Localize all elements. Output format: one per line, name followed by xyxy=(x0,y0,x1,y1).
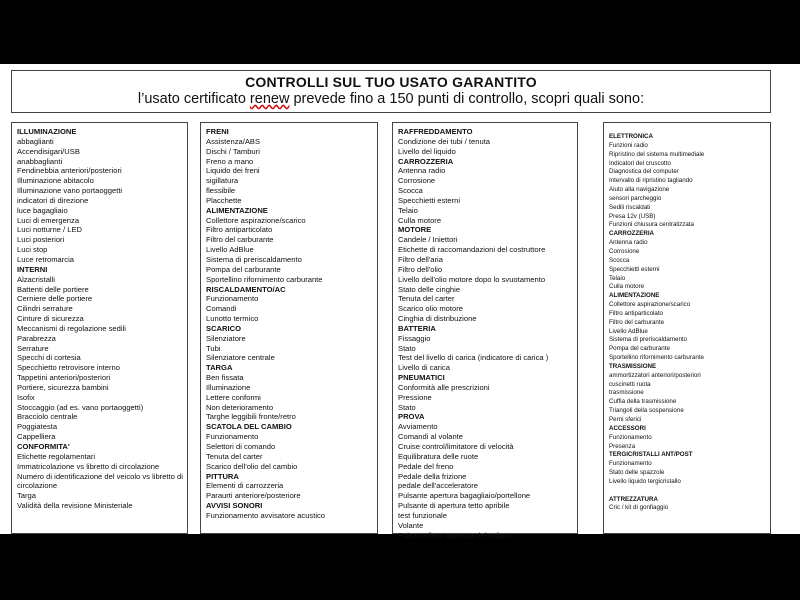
checklist-item: Numero di identificazione del veicolo vs libretto di xyxy=(17,471,183,481)
checklist-item: Liquido dei freni xyxy=(206,166,260,176)
checklist-item: Accendisigari/USB xyxy=(17,146,80,156)
checklist-item: Funzioni chiusura centralizzata xyxy=(609,221,694,229)
section-heading: ELETTRONICA xyxy=(609,133,653,140)
checklist-item: Candele / Iniettori xyxy=(398,235,458,245)
checklist-item: Elementi di carrozzeria xyxy=(206,481,284,491)
checklist-item: Culla motore xyxy=(609,283,645,291)
checklist-item: Pompa del carburante xyxy=(206,264,281,274)
checklist-item: Fendinebbia anteriori/posteriori xyxy=(17,166,122,176)
checklist-item: Pompa del carburante xyxy=(609,345,670,353)
checklist-item: Fissaggio xyxy=(398,333,431,343)
section-heading: ATTREZZATURA xyxy=(609,495,658,503)
checklist-item: Filtro antiparticolato xyxy=(609,309,663,317)
column-1 xyxy=(11,122,188,534)
checklist-item: Antenna radio xyxy=(398,166,446,176)
checklist-item: Collettore aspirazione/scarico xyxy=(206,215,306,225)
checklist-item: Portiere, sicurezza bambini xyxy=(17,382,109,392)
checklist-item: Specchietti esterni xyxy=(398,195,461,205)
checklist-item: Stato xyxy=(398,343,416,353)
checklist-item: Comandi al volante xyxy=(398,432,464,442)
section-heading: MOTORE xyxy=(398,225,432,235)
checklist-item: Serrature xyxy=(17,343,49,353)
checklist-item: Cuffia della trasmissione xyxy=(609,398,677,406)
checklist-item: Condizione dei tubi / tenuta xyxy=(398,136,491,146)
checklist-item: Scocca xyxy=(609,256,630,264)
section-heading: CARROZZERIA xyxy=(398,156,454,166)
checklist-item: Sportellino rifornimento carburante xyxy=(206,274,323,284)
checklist-item: Culla motore xyxy=(398,215,442,225)
checklist-item: Illuminazione abitacolo xyxy=(17,176,94,186)
checklist-item: Comandi xyxy=(206,304,237,314)
section-heading: TRASMISSIONE xyxy=(609,362,657,370)
checklist-item: cuscinetti ruota xyxy=(609,380,651,388)
section-heading: FRENI xyxy=(206,127,229,136)
checklist-item: Paraurti anteriore/posteriore xyxy=(206,491,301,501)
checklist-item: Poggiatesta xyxy=(17,422,58,432)
section-heading: ALIMENTAZIONE xyxy=(206,205,268,215)
section-heading: SCATOLA DEL CAMBIO xyxy=(206,422,292,432)
checklist-item: Scocca xyxy=(398,186,423,196)
checklist-item: Stato delle cinghie xyxy=(398,284,461,294)
checklist-item: Cruise control/limitatore di velocità xyxy=(398,442,514,451)
checklist-item: sigillatura xyxy=(206,176,239,186)
checklist-item: Cric / kit di gonfiaggio xyxy=(609,504,669,512)
section-heading: TERGICRISTALLI ANT/POST xyxy=(609,451,693,459)
checklist-item: Cerniere delle portiere xyxy=(17,294,93,304)
section-heading: BATTERIA xyxy=(398,323,436,333)
checklist-item: Funzionamento xyxy=(609,433,652,441)
checklist-item: Telaio xyxy=(609,274,626,282)
section-heading: CARROZZERIA xyxy=(609,230,655,238)
checklist-item: Livello liquido tergicristallo xyxy=(609,477,681,485)
checklist-item: Telaio xyxy=(398,205,418,215)
checklist-item: Livello dell'olio motore dopo lo svuotamento xyxy=(398,274,546,284)
column-3 xyxy=(392,122,578,540)
brand-name: renew xyxy=(249,91,290,107)
checklist-item: Stato xyxy=(398,402,416,412)
checklist-item: Luci di emergenza xyxy=(17,215,80,225)
checklist-item: Immatricolazione vs libretto di circolazione xyxy=(17,461,160,471)
checklist-item: Pedale del freno xyxy=(398,461,454,471)
section-heading: SCARICO xyxy=(206,323,242,333)
checklist-item: Targa xyxy=(17,491,36,501)
checklist-item: Tubi xyxy=(206,343,221,353)
checklist-item: anabbaglianti xyxy=(17,156,63,166)
checklist-item: Sistema di preriscaldamento xyxy=(206,254,302,264)
page-title: CONTROLLI SUL TUO USATO GARANTITO xyxy=(245,74,537,90)
column-4 xyxy=(603,122,771,534)
checklist-item: sensori parcheggio xyxy=(609,194,662,202)
checklist-item: Illuminazione vano portaoggetti xyxy=(17,186,123,196)
checklist-item: Livello AdBlue xyxy=(609,327,648,335)
checklist-item: Stoccaggio (ad es. vano portaoggetti) xyxy=(17,402,144,412)
checklist-item: Pulsante/leva apertura del cofano xyxy=(398,530,512,540)
checklist-item: test funzionale xyxy=(398,510,447,520)
section-heading: PITTURA xyxy=(206,471,239,481)
checklist-item: Dischi / Tamburi xyxy=(206,146,260,156)
column-2 xyxy=(200,122,378,534)
checklist-item: Filtro antiparticolato xyxy=(206,225,273,235)
checklist-item: Funzioni radio xyxy=(609,141,648,149)
checklist-item: Specchietto retrovisore interno xyxy=(17,363,120,373)
checklist-item: trasmissione xyxy=(609,389,644,397)
checklist-item: Targhe leggibili fronte/retro xyxy=(206,412,296,422)
checklist-item: Livello del liquido xyxy=(398,146,456,156)
checklist-item: Cinture di sicurezza xyxy=(17,314,84,324)
checklist-item: Triangoli della sospensione xyxy=(609,407,684,415)
checklist-item: Battenti delle portiere xyxy=(17,284,89,294)
section-heading: ALIMENTAZIONE xyxy=(609,292,660,300)
checklist-item: Volante xyxy=(398,520,424,530)
checklist-item: Funzionamento xyxy=(609,460,652,468)
checklist-item: ammortizzatori anteriori/posteriori xyxy=(609,371,701,379)
checklist-item: Freno a mano xyxy=(206,156,254,166)
checklist-item: Validità della revisione Ministeriale xyxy=(17,501,133,511)
checklist-item: Tenuta del carter xyxy=(206,451,263,461)
checklist-item: Ben fissata xyxy=(206,373,244,383)
checklist-item: Pressione xyxy=(398,392,432,402)
checklist-item: Placchette xyxy=(206,195,242,205)
checklist-item: Filtro del carburante xyxy=(206,235,274,245)
checklist-item: Specchi di cortesia xyxy=(17,353,81,363)
checklist-item: Presa 12v (USB) xyxy=(609,212,656,220)
checklist-item: Lunotto termico xyxy=(206,314,259,324)
checklist-item: Isofix xyxy=(17,392,35,402)
checklist-item: Sistema di preriscaldamento xyxy=(609,336,688,344)
checklist-item: Luci notturne / LED xyxy=(17,225,83,235)
checklist-item: Perni sferici xyxy=(609,416,642,423)
checklist-item: Cinghia di distribuzione xyxy=(398,314,477,324)
section-heading: RAFFREDDAMENTO xyxy=(398,127,473,136)
checklist-item: abbaglianti xyxy=(17,136,54,146)
checklist-item: Assistenza/ABS xyxy=(206,136,261,146)
checklist-item: Intervallo di ripristino tagliando xyxy=(609,177,693,185)
section-heading: CONFORMITA' xyxy=(17,442,70,451)
section-heading: PNEUMATICI xyxy=(398,373,445,383)
header-box xyxy=(11,70,771,113)
checklist-item: Luci stop xyxy=(17,245,48,255)
checklist-item: pedale dell'acceleratore xyxy=(398,481,478,491)
checklist-item: Lettere conformi xyxy=(206,392,261,402)
checklist-item: Livello di carica xyxy=(398,363,450,373)
section-heading: TARGA xyxy=(206,363,233,373)
checklist-item: Pulsante apertura bagagliaio/portellone xyxy=(398,491,531,501)
section-heading: ILLUMINAZIONE xyxy=(17,127,77,136)
checklist-item: Filtro dell'olio xyxy=(398,264,443,274)
checklist-item: Funzionamento avvisatore acustico xyxy=(206,510,326,520)
checklist-item: Pedale della frizione xyxy=(398,471,467,481)
checklist-item: Scarico olio motore xyxy=(398,304,463,314)
checklist-item: Stato delle spazzole xyxy=(609,469,665,477)
checklist-item: Tappetini anteriori/posteriori xyxy=(17,373,111,383)
checklist-item: Sedili riscaldati xyxy=(609,203,651,211)
checklist-item: Parabrezza xyxy=(17,333,56,343)
checklist-item: Corrosione xyxy=(609,247,640,255)
checklist-item: Indicatori del cruscotto xyxy=(609,159,671,167)
checklist-item: Luce retromarcia xyxy=(17,254,74,264)
checklist-item: Filtro del carburante xyxy=(609,318,665,326)
checklist-item: Filtro dell'aria xyxy=(398,254,443,264)
checklist-item: Silenziatore xyxy=(206,333,246,343)
checklist-item: Conformità alle prescrizioni xyxy=(398,382,490,392)
section-heading: ACCESSORI xyxy=(609,424,646,432)
checklist-item: Test del livello di carica (indicatore di carica ) xyxy=(398,353,549,363)
checklist-item: Luci posteriori xyxy=(17,235,65,245)
checklist-item: flessibile xyxy=(206,186,236,196)
checklist-item: Etichette di raccomandazioni del costruttore xyxy=(398,245,546,255)
checklist-item: Alzacristalli xyxy=(17,274,55,284)
checklist-sheet xyxy=(0,64,800,540)
page-subtitle xyxy=(12,91,770,107)
subtitle-text: l’usato certificato xyxy=(137,91,250,107)
section-heading: AVVISI SONORI xyxy=(206,501,263,511)
checklist-item: luce bagagliaio xyxy=(17,205,68,215)
subtitle-text: prevede fino a 150 punti di controllo, scopri quali sono: xyxy=(289,91,645,107)
spacer xyxy=(609,487,765,496)
checklist-item: Bracciolo centrale xyxy=(17,412,78,422)
checklist-item: indicatori di direzione xyxy=(17,195,89,205)
checklist-item: Antenna radio xyxy=(609,239,648,247)
checklist-item: Avviamento xyxy=(398,422,438,432)
checklist-item: Specchietti esterni xyxy=(609,265,660,273)
checklist-item: Funzionamento xyxy=(206,294,259,304)
checklist-item: Sportellino rifornimento carburante xyxy=(609,354,704,362)
checklist-item: Illuminazione xyxy=(206,382,251,392)
checklist-item: Tenuta del carter xyxy=(398,294,455,304)
checklist-item: Funzionamento xyxy=(206,432,259,442)
checklist-item: Etichette regolamentari xyxy=(17,451,96,461)
checklist-item: Silenziatore centrale xyxy=(206,353,275,363)
checklist-item: Presenza xyxy=(609,442,636,450)
section-heading: RISCALDAMENTO/AC xyxy=(206,284,286,294)
checklist-item: Selettori di comando xyxy=(206,442,276,451)
checklist-item: Non deterioramento xyxy=(206,402,274,412)
checklist-item: Collettore aspirazione/scarico xyxy=(609,301,691,309)
checklist-item: Scarico dell'olio del cambio xyxy=(206,461,298,471)
checklist-item: Corrosione xyxy=(398,176,436,186)
checklist-item: Livello AdBlue xyxy=(206,245,254,255)
checklist-item: Cilindri serrature xyxy=(17,304,73,314)
checklist-item: Meccanismi di regolazione sedili xyxy=(17,323,126,333)
checklist-item: Ripristino del sistema multimediale xyxy=(609,150,705,158)
section-heading: INTERNI xyxy=(17,264,48,274)
checklist-item: Equilibratura delle ruote xyxy=(398,451,479,461)
checklist-item: Diagnostica del computer xyxy=(609,168,679,176)
section-heading: PROVA xyxy=(398,412,425,422)
checklist-item: Pulsante di apertura tetto apribile xyxy=(398,501,510,511)
checklist-item: Aiuto alla navigazione xyxy=(609,186,670,194)
checklist-item: Cappelliera xyxy=(17,432,56,442)
checklist-item: circolazione xyxy=(17,481,58,491)
